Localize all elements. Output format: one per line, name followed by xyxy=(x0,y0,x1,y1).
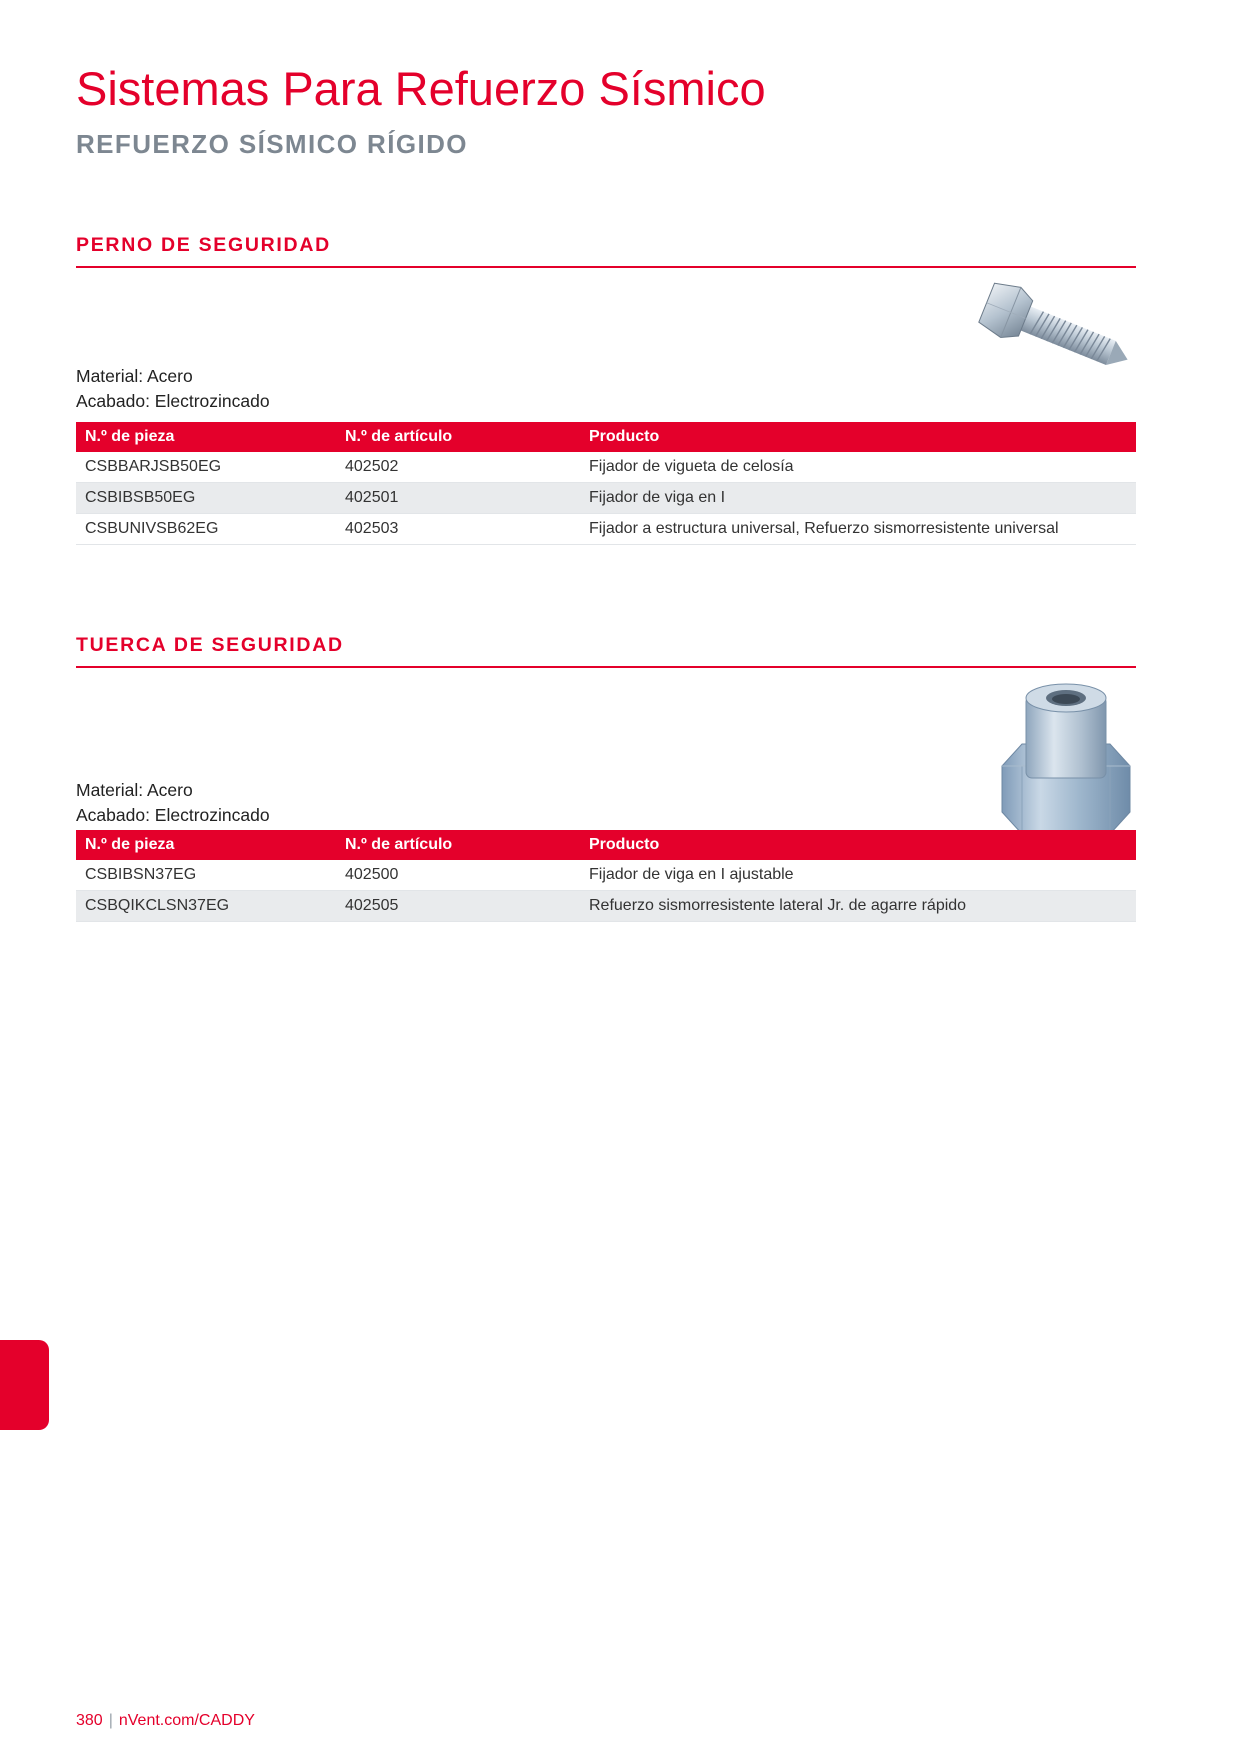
header-product: Producto xyxy=(580,422,1136,452)
article-no-cell: 402502 xyxy=(336,452,580,483)
page-footer xyxy=(76,1712,255,1730)
footer-url-link[interactable]: nVent.com/CADDY xyxy=(118,1712,255,1729)
section-safety-bolt xyxy=(76,236,1136,596)
table-row xyxy=(76,891,1136,922)
parts-table xyxy=(76,830,1136,922)
safety-nut-image xyxy=(996,674,1136,844)
part-no-cell: CSBUNIVSB62EG xyxy=(76,514,336,545)
section-safety-nut xyxy=(76,636,1136,1056)
product-cell: Fijador de vigueta de celosía xyxy=(580,452,1136,483)
finish-text: Acabado: Electrozincado xyxy=(76,805,270,825)
part-no-cell: CSBBARJSB50EG xyxy=(76,452,336,483)
part-no-cell: CSBQIKCLSN37EG xyxy=(76,891,336,922)
specs xyxy=(76,778,270,828)
part-no-cell: CSBIBSB50EG xyxy=(76,483,336,514)
table-header-row xyxy=(76,830,1136,860)
product-cell: Fijador a estructura universal, Refuerzo sismorresistente universal xyxy=(580,514,1136,545)
table-row xyxy=(76,514,1136,545)
page-subtitle: REFUERZO SÍSMICO RÍGIDO xyxy=(76,129,468,159)
article-no-cell: 402505 xyxy=(336,891,580,922)
finish-text: Acabado: Electrozincado xyxy=(76,391,270,411)
table-row xyxy=(76,860,1136,891)
article-no-cell: 402503 xyxy=(336,514,580,545)
part-no-cell: CSBIBSN37EG xyxy=(76,860,336,891)
safety-bolt-image xyxy=(966,278,1136,388)
product-cell: Refuerzo sismorresistente lateral Jr. de agarre rápido xyxy=(580,891,1136,922)
parts-table xyxy=(76,422,1136,545)
header-product: Producto xyxy=(580,830,1136,860)
article-no-cell: 402500 xyxy=(336,860,580,891)
table-row xyxy=(76,452,1136,483)
header-part-no: N.º de pieza xyxy=(76,422,336,452)
material-text: Material: Acero xyxy=(76,366,193,386)
product-cell: Fijador de viga en I xyxy=(580,483,1136,514)
table-row xyxy=(76,483,1136,514)
chapter-side-tab xyxy=(0,1340,49,1430)
article-no-cell: 402501 xyxy=(336,483,580,514)
footer-separator: | xyxy=(108,1712,113,1729)
section-heading: TUERCA DE SEGURIDAD xyxy=(76,636,1136,668)
product-cell: Fijador de viga en I ajustable xyxy=(580,860,1136,891)
header-article-no: N.º de artículo xyxy=(336,422,580,452)
header-article-no: N.º de artículo xyxy=(336,830,580,860)
header-part-no: N.º de pieza xyxy=(76,830,336,860)
section-heading: PERNO DE SEGURIDAD xyxy=(76,236,1136,268)
specs xyxy=(76,364,270,414)
material-text: Material: Acero xyxy=(76,780,193,800)
table-header-row xyxy=(76,422,1136,452)
page-title: Sistemas Para Refuerzo Sísmico xyxy=(76,62,766,115)
page-number: 380 xyxy=(76,1712,103,1729)
